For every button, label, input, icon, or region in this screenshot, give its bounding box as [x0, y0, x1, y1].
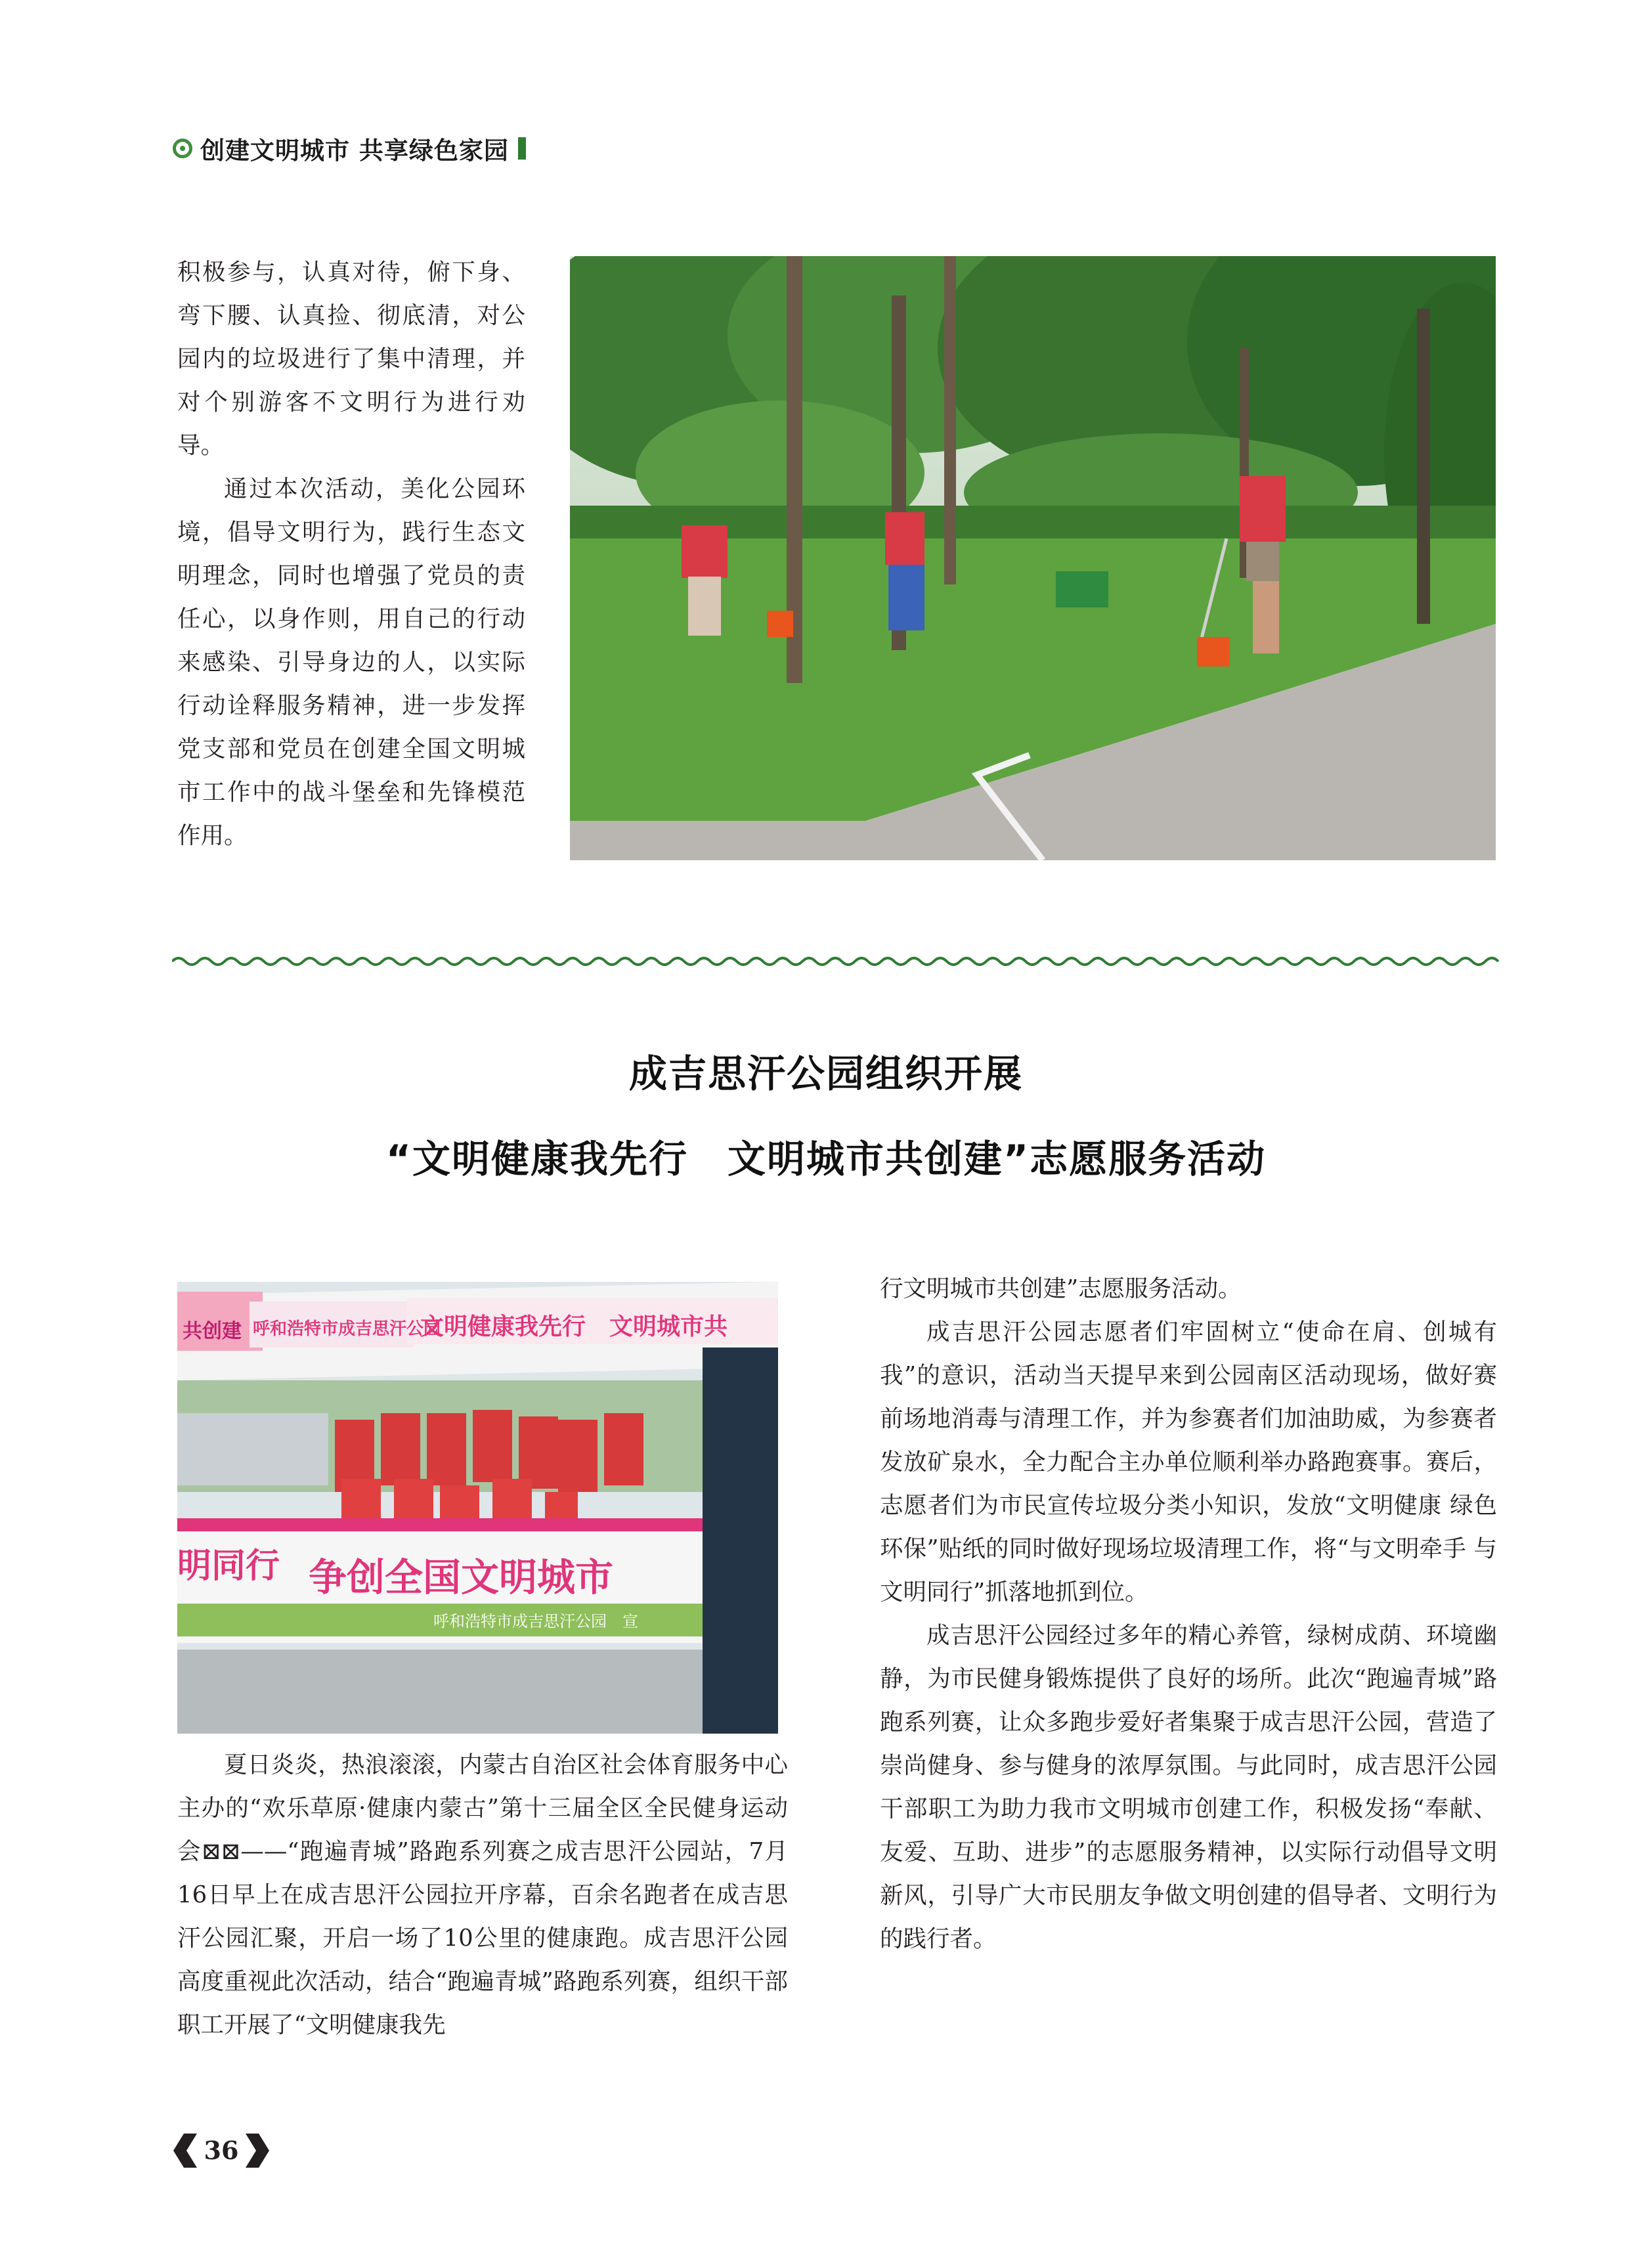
paragraph: 通过本次活动，美化公园环境，倡导文明行为，践行生态文明理念，同时也增强了党员的责任心，以身作则，用自己的行动来感染、引导身边的人，以实际行动诠释服务精神，进一步发挥党支部和党员在创建全国文明城市工作中的战斗堡垒和先锋模范作用。 [177, 475, 525, 849]
article-left-column [177, 1743, 788, 2047]
page-number-badge [172, 2131, 271, 2170]
volunteer-booth-photo [177, 1282, 778, 1734]
article-title-line2: “文明健康我先行 文明城市共创建”志愿服务活动 [385, 1137, 1267, 1181]
header-title: 创建文明城市 共享绿色家园 [200, 137, 509, 165]
target-icon [173, 139, 192, 158]
banner-bottom-small-text: 呼和浩特市成吉思汗公园 宣 [433, 1612, 638, 1631]
article-right-column [880, 1267, 1497, 1961]
paragraph: 成吉思汗公园志愿者们牢固树立“使命在肩、创城有我”的意识，活动当天提早来到公园南区活动现场，做好赛前场地消毒与清理工作，并为参赛者们加油助威，为参赛者发放矿泉水，全力配合主办单位顺利举办路跑赛事。赛后，志愿者们为市民宣传垃圾分类小知识，发放“文明健康 绿色环保”贴纸的同时做好现场垃圾清理工作，将“与文明牵手 与文明同行”抓落地抓到位。 [880, 1319, 1497, 1606]
vest-label-text: 呼和浩特市成吉思汗公园 [253, 1319, 441, 1339]
wave-divider [172, 953, 1505, 969]
banner-top-text: 文明健康我先行 文明城市共 [420, 1313, 728, 1340]
park-cleanup-photo [570, 256, 1496, 860]
park-cleanup-illustration [570, 256, 1496, 860]
paragraph: 积极参与，认真对待，俯下身、弯下腰、认真捡、彻底清，对公园内的垃圾进行了集中清理，并对个别游客不文明行为进行劝导。 [177, 259, 525, 459]
wave-divider-line [172, 953, 1505, 969]
top-text-column [177, 251, 525, 858]
header-bar-mark [518, 137, 526, 160]
article-title-line1: 成吉思汗公园组织开展 [628, 1051, 1023, 1096]
volunteer-booth-illustration [177, 1282, 778, 1734]
paragraph: 成吉思汗公园经过多年的精心养管，绿树成荫、环境幽静，为市民健身锻炼提供了良好的场所。此次“跑遍青城”路跑系列赛，让众多跑步爱好者集聚于成吉思汗公园，营造了崇尚健身、参与健身的浓厚氛围。与此同时，成吉思汗公园干部职工为助力我市文明城市创建工作，积极发扬“奉献、友爱、互助、进步”的志愿服务精神，以实际行动倡导文明新风，引导广大市民朋友争做文明创建的倡导者、文明行为的践行者。 [880, 1622, 1497, 1952]
paragraph: 夏日炎炎，热浪滚滚，内蒙古自治区社会体育服务中心主办的“欢乐草原·健康内蒙古”第十三届全区全民健身运动会⊠⊠——“跑遍青城”路跑系列赛之成吉思汗公园站，7月16日早上在成吉思汗公园拉开序幕，百余名跑者在成吉思汗公园汇聚，开启一场了10公里的健康跑。成吉思汗公园高度重视此次活动，结合“跑遍青城”路跑系列赛，组织干部职工开展了“文明健康我先 [177, 1751, 788, 2038]
banner-bottom-left: 明同行 [177, 1546, 280, 1586]
banner-bottom-text: 争创全国文明城市 [309, 1555, 614, 1600]
paragraph: 行文明城市共创建”志愿服务活动。 [880, 1275, 1242, 1302]
page-number: 36 [204, 2136, 239, 2165]
banner-left-fragment: 共创建 [183, 1320, 242, 1343]
running-header [173, 129, 526, 168]
